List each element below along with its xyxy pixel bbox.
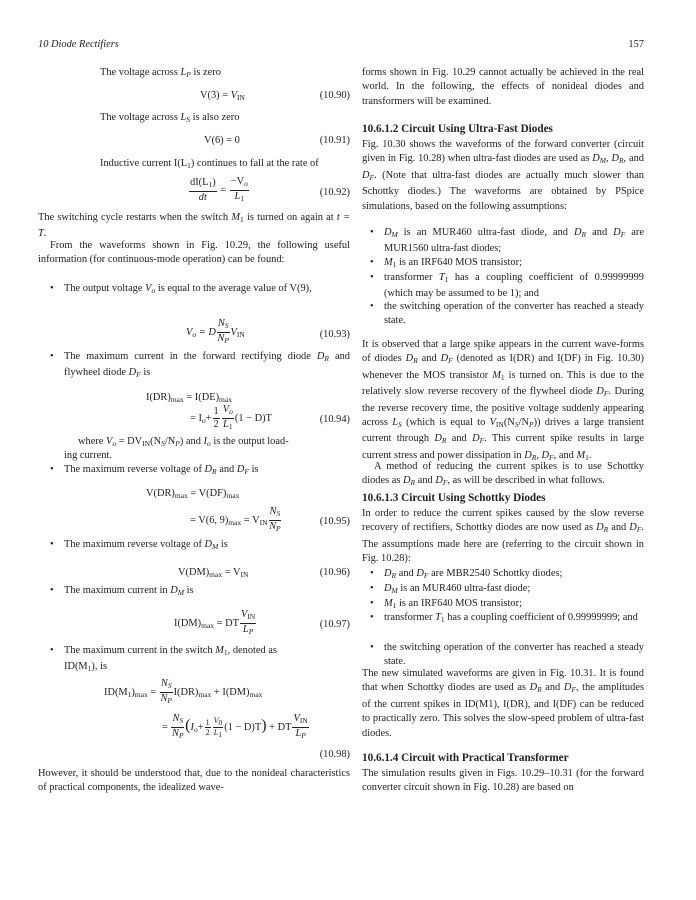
paragraph: It is observed that a large spike appears in the current wave-forms of diodes $D_R$ and $D_F$ (denoted as I(DR) and I(DF) in Fig. 10.30) whenever the MOS transistor $M_1$ is turned on. This is due to the relatively slow reverse recovery of the flywheel diode $D_F$. During the reverse recovery time, the positive voltage suddenly appearing across $L_S$ (which is equal to $V_{IN}(N_S/N_P)$) drives a large transient current through $D_R$ and $D_F$. This current spike results in large current stress and power dissipation in $D_R$, $D_F$, and $M_1$. <box>362 339 644 462</box>
paragraph: The switching cycle restarts when the switch $M_1$ is turned on again at t = T. <box>38 212 350 240</box>
equation-10-91: V(6) = 0 <box>204 135 240 146</box>
equation-10-90: $V(3) = V_{IN}$ <box>200 90 245 102</box>
book-page: 10 Diode Rectifiers 157 The voltage across $L_P$ is zero $V(3) = V_{IN}$ (10.90) The voltage across $L_S$ is also zero V(6) = 0 (10.91) Inductive current $I(L_1)$ continues to fall at the rate of $\frac{dI(L_1)}{dt}$ = $\frac{-V_o}{L_1}$ (10.92) The switching cycle restarts when the switch $M_1$ is turned on again at t = T. From the waveforms shown in Fig. 10.29, the following useful information (for continuous-mode operation) can be found: • The output voltage $V_o$ is equal to the average value of V(9), $V_o = D$ $\frac{N_S}{N_P}$ $V_{IN}$ (10.93) • The maximum current in the forward rectifying diode $D_R$ and flywheel diode $D_F$ is $I(DR)_{max} = I(DE)_{max}$ = $I_o+$ $\frac{1}{2}$ $\frac{V_o}{L_1}$ (1 − D)T (10.94) where $V_o = DV_{IN}(N_S/N_P)$ and $I_o$ is the output load- ing current. • The maximum reverse voltage of $D_R$ and $D_F$ is $V(DR)_{max} = V(DF)_{max}$ = V(6, $9)_{max} = V_{IN}$ $\frac{N_S}{N_P}$ (10.95) • The maximum reverse voltage of $D_M$ is $V(DM)_{max} = V_{IN}$ (10.96) • The maximum current in $D_M$ is $I(DM)_{max}$ = DT $\frac{V_{IN}}{L_P}$ (10.97) • The maximum current in the switch $M_1$, denoted as $ID(M_1)$, is $ID(M_1)_{max}$ = $\frac{N_S}{N_P}$ $I(DR)_{max} + I(DM)_{max}$ = $\frac{N_S}{N_P}$ ($I_o+$ $\frac{1}{2}$ $\frac{V0}{L1}$ (1 − D)T) + DT $\frac{V_{IN}}{L_P}$ (10.98) However, it should be understood that, due to the nonideal characteristics of practical components, the idealized wave- forms shown in Fig. 10.29 cannot actually be achieved in the real world. In the following, the effects of nonideal diodes and transformers will be examined. 10.6.1.2 Circuit Using Ultra-Fast Diodes Fig. 10.30 shows the waveforms of the forward converter (circuit given in Fig. 10.28) when ultra-fast diodes are used as $D_M$, $D_R$, and $D_F$. (Note that ultra-fast diodes are actually much slower than Schottky diodes.) The waveforms are obtained by PSpice simulations, based on the following assumptions: • $D_M$ is an MUR460 ultra-fast diode, and $D_R$ and $D_F$ are MUR1560 ultra-fast diodes; • $M_1$ is an IRF640 MOS transistor; • transformer $T_1$ has a coupling coefficient of 0.99999999 (which may be assumed to be 1); and • the switching operation of the converter has reached a steady state. It is observed that a large spike appears in the current wave-forms of diodes $D_R$ and $D_F$ (denoted as I(DR) and I(DF) in Fig. 10.30) whenever the MOS transistor $M_1$ is turned on. This is due to the relatively slow reverse recovery of the flywheel diode $D_F$. During the reverse recovery time, the positive voltage suddenly appearing across $L_S$ (which is equal to $V_{IN}(N_S/N_P)$) drives a large transient current through $D_R$ and $D_F$. This current spike results in large current stress and power dissipation in $D_R$, $D_F$, and $M_1$. A method of reducing the current spikes is to use Schottky diodes as $D_R$ and $D_F$, as will be described in what follows. 10.6.1.3 Circuit Using Schottky Diodes In order to reduce the current spikes caused by the slow reverse recovery of rectifiers, Schottky diodes are now used as $D_R$ and $D_F$. The assumptions made here are (referring to the circuit shown in Fig. 10.28): • $D_R$ and $D_F$ are MBR2540 Schottky diodes; • $D_M$ is an MUR460 ultra-fast diode; • $M_1$ is an IRF640 MOS transistor; • transformer $T_1$ has a coupling coefficient of 0.99999999; and • the switching operation of the converter has reached a steady state. The new simulated waveforms are given in Fig. 10.31. It is found that when Schottky diodes are used as $D_R$ and $D_F$, the amplitudes of the current spikes in ID(M1), I(DR), and I(DF) can be reduced to practically zero. This solves the slow-speed problem of ultra-fast diodes. 10.6.1.4 Circuit with Practical Transformer The simulation results given in Figs. 10.29–10.31 (for the forward converter circuit shown in Fig. 10.28) are based on <box>0 0 696 900</box>
equation-10-95: = V(6, $9)_{max} = V_{IN}$ $\frac{N_S}{N_P}$ <box>190 506 281 533</box>
equation-10-93: $V_o = D$ $\frac{N_S}{N_P}$ $V_{IN}$ <box>186 318 245 345</box>
text-line: ing current. <box>64 450 112 461</box>
equation-10-92: $\frac{dI(L_1)}{dt}$ = $\frac{-V_o}{L_1}$ <box>190 176 248 203</box>
equation-10-98: = $\frac{N_S}{N_P}$ ($I_o+$ $\frac{1}{2}$ $\frac{V0}{L1}$ (1 − D)T) + DT $\frac{V_{IN}}{L_P}$ <box>162 713 308 740</box>
equation-number: (10.96) <box>319 567 350 578</box>
section-heading: 10.6.1.4 Circuit with Practical Transformer <box>362 752 569 764</box>
equation-number: (10.92) <box>319 187 350 198</box>
text-line: The voltage across $L_P$ is zero <box>100 67 221 79</box>
equation-number: (10.94) <box>319 414 350 425</box>
section-heading: 10.6.1.2 Circuit Using Ultra-Fast Diodes <box>362 123 553 135</box>
text-line: The voltage across $L_S$ is also zero <box>100 112 240 124</box>
equation-line: $ID(M_1)_{max}$ = $\frac{N_S}{N_P}$ $I(DR)_{max} + I(DM)_{max}$ <box>104 678 263 705</box>
paragraph: Fig. 10.30 shows the waveforms of the forward converter (circuit given in Fig. 10.28) when ultra-fast diodes are used as $D_M$, $D_R$, and $D_F$. (Note that ultra-fast diodes are actually much slower than Schottky diodes.) The waveforms are obtained by PSpice simulations, based on the following assumptions: <box>362 139 644 212</box>
equation-10-96: $V(DM)_{max} = V_{IN}$ <box>178 567 249 579</box>
paragraph: However, it should be understood that, due to the nonideal characteristics of practical components, the idealized wave- <box>38 768 350 794</box>
paragraph: The new simulated waveforms are given in Fig. 10.31. It is found that when Schottky diodes are used as $D_R$ and $D_F$, the amplitudes of the current spikes in ID(M1), I(DR), and I(DF) can be reduced to practically zero. This solves the slow-speed problem of ultra-fast diodes. <box>362 668 644 739</box>
paragraph: From the waveforms shown in Fig. 10.29, the following useful information (for continuous-mode operation) can be found: <box>38 240 350 266</box>
equation-number: (10.98) <box>319 749 350 760</box>
section-heading: 10.6.1.3 Circuit Using Schottky Diodes <box>362 492 546 504</box>
equation-line: $V(DR)_{max} = V(DF)_{max}$ <box>146 488 240 500</box>
equation-10-94: = $I_o+$ $\frac{1}{2}$ $\frac{V_o}{L_1}$ (1 − D)T <box>190 404 272 431</box>
equation-number: (10.95) <box>319 516 350 527</box>
text-line: Inductive current $I(L_1)$ continues to fall at the rate of <box>100 158 319 170</box>
paragraph: forms shown in Fig. 10.29 cannot actually be achieved in the real world. In the following, the effects of nonideal diodes and transformers will be examined. <box>362 67 644 107</box>
paragraph: The simulation results given in Figs. 10.29–10.31 (for the forward converter circuit shown in Fig. 10.28) are based on <box>362 768 644 794</box>
equation-number: (10.93) <box>319 329 350 340</box>
text-line: where $V_o = DV_{IN}(N_S/N_P)$ and $I_o$ is the output load- <box>78 436 289 448</box>
equation-number: (10.91) <box>319 135 350 146</box>
equation-10-97: $I(DM)_{max}$ = DT $\frac{V_{IN}}{L_P}$ <box>174 609 256 636</box>
running-header-chapter: 10 Diode Rectifiers <box>38 39 119 50</box>
page-number: 157 <box>628 39 644 50</box>
paragraph: A method of reducing the current spikes is to use Schottky diodes as $D_R$ and $D_F$, as will be described in what follows. <box>362 461 644 488</box>
paragraph: In order to reduce the current spikes caused by the slow reverse recovery of rectifiers, Schottky diodes are now used as $D_R$ and $D_F$. The assumptions made here are (referring to the circuit shown in Fig. 10.28): <box>362 508 644 565</box>
equation-number: (10.90) <box>319 90 350 101</box>
equation-line: $I(DR)_{max} = I(DE)_{max}$ <box>146 392 232 404</box>
equation-number: (10.97) <box>319 619 350 630</box>
